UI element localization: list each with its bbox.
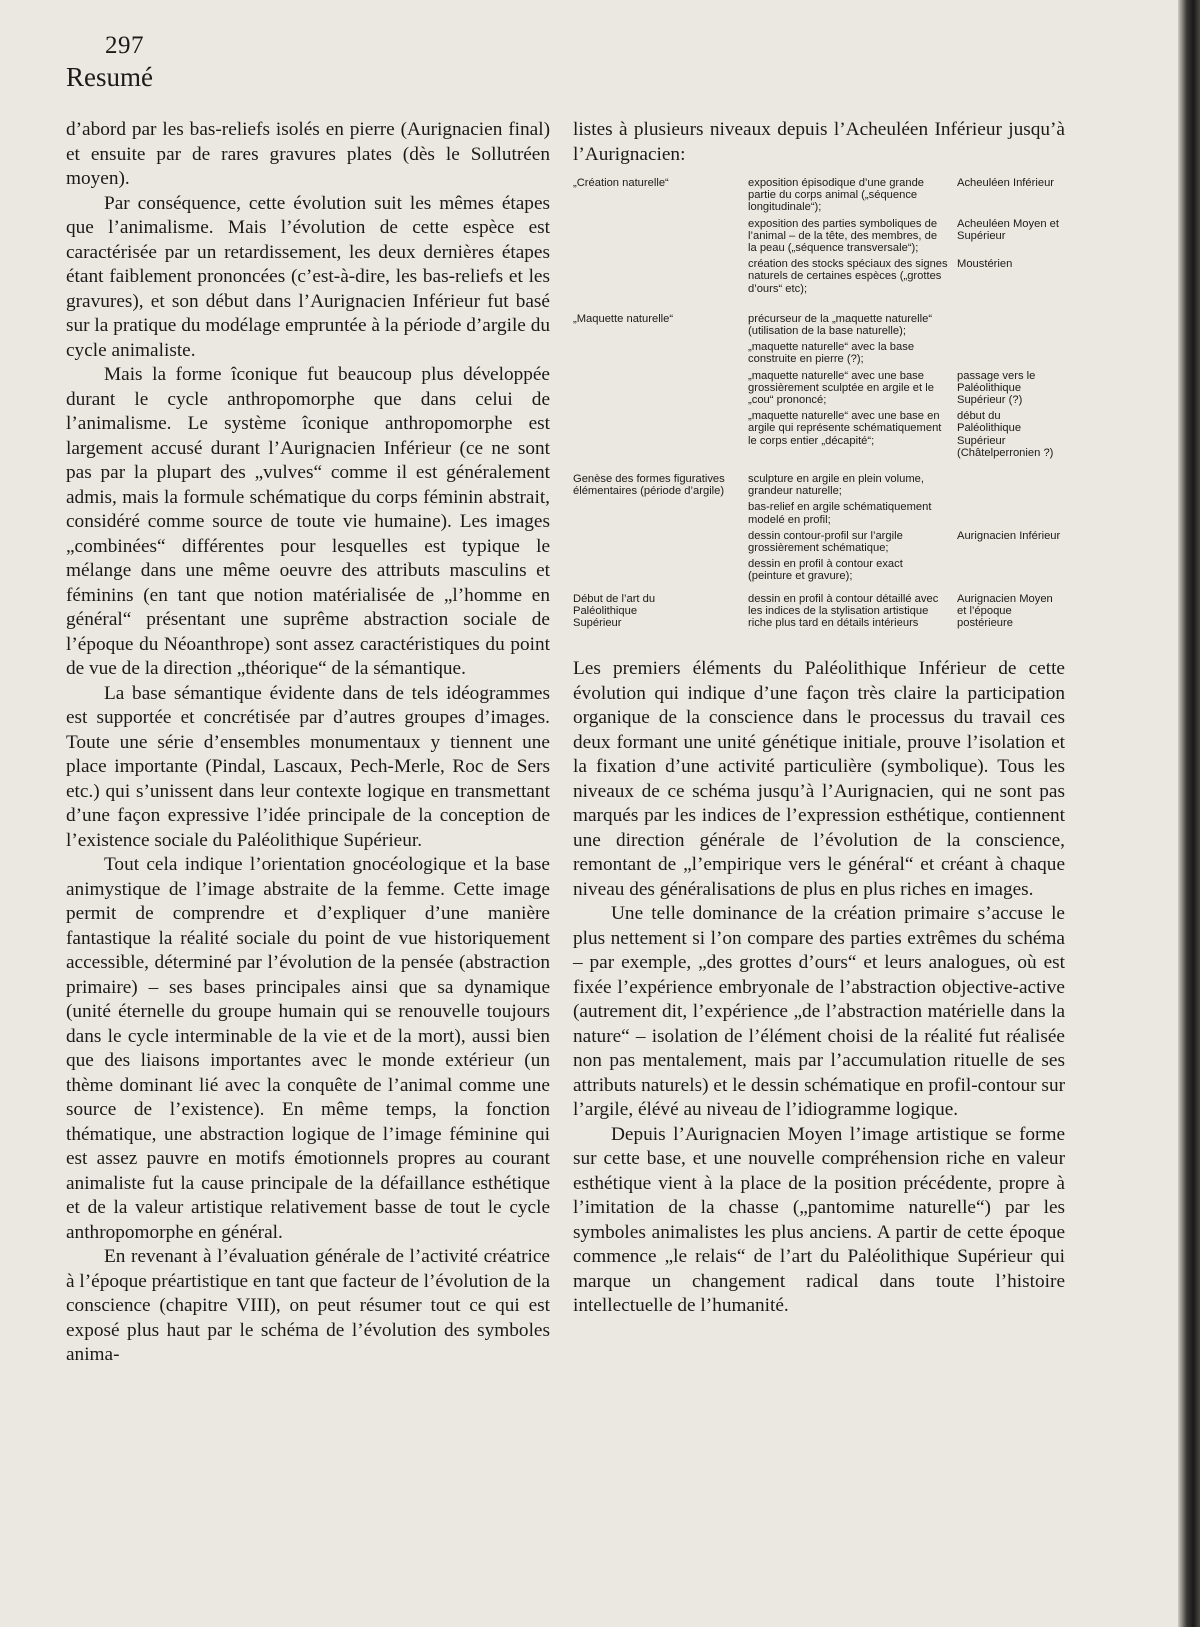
running-head: Resumé — [66, 62, 153, 92]
schema-item: sculpture en argile en plein volume, grandeur naturelle; — [748, 473, 924, 498]
schema-stage-label: „Maquette naturelle“ — [573, 312, 674, 325]
schema-period — [948, 313, 1065, 341]
paragraph: En revenant à l’évaluation générale de l’activité créatrice à l’époque préartistique en tant que facteur de l’évolution de la conscience (chapitre VIII), on peut résumer tout ce qui est exposé plus haut par le schéma de l’évolution des symboles anima- — [66, 1246, 550, 1365]
schema-item: „maquette naturelle“ avec une base grossièrement sculptée en argile et le „cou“ prononcé; — [748, 369, 934, 407]
schema-stage — [573, 313, 1065, 341]
schema-period: passage vers le Paléolithique Supérieur (?) — [957, 369, 1036, 407]
book-binding-edge — [1178, 0, 1200, 1627]
schema-stage-label: Début de l’art du Paléolithique Supérieur — [573, 592, 656, 630]
schema-item: „maquette naturelle“ avec une base en argile qui représente schématiquement le corps entier „décapité“; — [748, 410, 942, 447]
paragraph: Par conséquence, cette évolution suit les mêmes étapes que l’animalisme. Mais l’évolution de cette espèce est caractérisée par un retardissement, les deux dernières étapes étant faiblement prononcées (c’est-à-dire, les bas-reliefs et les gravures), et son début dans l’Aurignacien Inférieur fut basé sur la pratique du modélage empruntée à la période d’argile du cycle animaliste. — [66, 192, 550, 361]
schema-period — [948, 341, 1065, 369]
schema-item: dessin en profil à contour exact (peinture et gravure); — [748, 558, 903, 583]
schema-item: précurseur de la „maquette naturelle“ (utilisation de la base naturelle); — [748, 312, 933, 338]
schema-stage-label: „Création naturelle“ — [573, 177, 669, 189]
schema-stage-row — [573, 558, 1065, 586]
paragraph: Une telle dominance de la création primaire s’accuse le plus nettement si l’on compare des parties extrêmes du schéma – par exemple, „des grottes d’ours“ et leurs analogues, où est fixée l’expérience embryonale de l’abstraction objective-active (autrement dit, l’expérience „de l’abstraction matérielle dans la nature“ – isolation de l’élément choisi de la réalité fut réalisée non pas mentalement, mais par l’accumulation rituelle de ses attributs naturels) et le dessin schématique en profil-contour sur l’argile, élévé au niveau de l’idiogramme logique. — [573, 903, 1065, 1121]
schema-stage-row — [573, 341, 1065, 369]
schema-stage-row — [573, 370, 1065, 411]
schema-stage-row — [573, 410, 1065, 459]
schema-period: Aurignacien Inférieur — [957, 529, 1061, 542]
schema-stage-label: Genèse des formes figuratives élémentaires (période d’argile) — [573, 473, 725, 498]
schema-item: „maquette naturelle“ avec la base construite en pierre (?); — [748, 341, 915, 366]
schema-stage-row — [573, 218, 1065, 259]
schema-item: dessin contour-profil sur l’argile grossièrement schématique; — [748, 529, 903, 555]
schema-stage-row — [573, 530, 1065, 558]
schema-stage — [573, 593, 1065, 634]
schema-period: Moustérien — [957, 258, 1013, 271]
right-column — [573, 118, 1065, 1319]
paragraph: La base sémantique évidente dans de tels idéogrammes est supportée et concrétisée par d’autres groupes d’images. Toute une série d’ensembles monumentaux y tiennent une place importante (Pindal, Lascaux, Pech-Merle, Roc de Sers etc.) qui s’unissent dans leur contexte logique en transmettant d’une façon expressive l’idée principale de la conception de l’existence sociale du Paléolithique Supérieur. — [66, 682, 550, 851]
schema-period: Acheuléen Inférieur — [957, 177, 1055, 189]
schema-item: exposition des parties symboliques de l’animal – de la tête, des membres, de la peau („séquence transversale“); — [748, 217, 938, 255]
schema-stage — [573, 473, 1065, 530]
schema-item: dessin en profil à contour détaillé avec les indices de la stylisation artistique riche plus tard en détails intérieurs — [748, 592, 939, 630]
schema-item: bas-relief en argile schématiquement modelé en profil; — [748, 501, 932, 526]
schema-period: Aurignacien Moyen et l’époque postérieure — [957, 592, 1053, 630]
schema-stage-row — [573, 258, 1065, 299]
schema-stage — [573, 177, 1065, 218]
schema-period: début du Paléolithique Supérieur (Châtelperronien ?) — [957, 410, 1054, 459]
schema-item: création des stocks spéciaux des signes naturels de certaines espèces („grottes d’ours“ etc); — [748, 258, 948, 295]
paragraph: Depuis l’Aurignacien Moyen l’image artistique se forme sur cette base, et une nouvelle compréhension riche en valeur esthétique vient à la place de la position précédente, propre à l’imitation de la chasse („pantomime naturelle“) par les symboles animalistes les plus anciens. A partir de cette époque commence „le relais“ de l’art du Paléolithique Supérieur qui marque un changement radical dans toute l’histoire intellectuelle de l’humanité. — [573, 1123, 1065, 1317]
paragraph: Tout cela indique l’orientation gnocéologique et la base animystique de l’image abstraite de la femme. Cette image permit de comprendre et d’expliquer d’une manière fantastique la réalité sociale du point de vue historiquement accessible, déterminé par l’évolution de la pensée (abstraction primaire) – ses bases principales ainsi que sa dynamique (unité éternelle du groupe humain qui se renouvelle toujours dans le cycle interminable de la vie et de la mort), aussi bien que des liaisons importantes avec le monde extérieur (un thème dominant lié avec la conquête de l’animal comme une source de l’existence). En même temps, la fonction thématique, une abstraction logique de l’image féminine qui est assez pauvre en motifs émotionnels propres au courant animaliste fut la cause principale de la défaillance esthétique et de la valeur artistique relativement basse de tout le cycle anthropomorphe en général. — [66, 854, 550, 1243]
paragraph: Les premiers éléments du Paléolithique Inférieur de cette évolution qui indique d’une façon très claire la participation organique de la conscience dans le processus du travail ces deux formant une unité génétique initiale, prouve l’isolation et la fixation d’une activité particulière (symbolique). Tous les niveaux de ce schéma jusqu’à l’Aurignacien, qui ne sont pas marqués par les indices de l’expression esthétique, contiennent une direction générale de l’évolution de la conscience, remontant de „l’empirique vers le général“ et créant à chaque niveau des généralisations de plus en plus riches en images. — [573, 658, 1065, 900]
schema-intro: listes à plusieurs niveaux depuis l’Acheuléen Inférieur jusqu’à l’Aurignacien: — [573, 119, 1065, 165]
evolution-schema — [573, 177, 1065, 633]
page-number: 297 — [105, 32, 144, 59]
paragraph: Mais la forme îconique fut beaucoup plus déνeloppée durant le cycle anthropomorphe que dans celui de l’animalisme. Le système îconique anthropomorphe est largement accusé durant l’Aurignacien Inférieur (ce ne sont pas par la plupart des „vulves“ comme il est généralement admis, mais la formule schématique du corps féminin abstrait, considéré comme source de toute vie humaine). Les images „combinées“ différentes pour lesquelles est typique le mélange dans une même oeuvre des attributs masculins et féminins (en tant que notion matérialisée de „l’homme en général“ présentant une suprême abstraction sociale de l’époque du Néoanthrope) sont assez caractéristiques du point de vue de la direction „théorique“ de la sémantique. — [66, 364, 550, 679]
schema-item: exposition épisodique d’une grande partie du corps animal („séquence longitudinale“); — [748, 177, 925, 214]
schema-period: Acheuléen Moyen et Supérieur — [957, 217, 1059, 242]
left-column — [66, 118, 550, 1368]
paragraph: d’abord par les bas-reliefs isolés en pierre (Aurignacien final) et ensuite par de rares gravures plates (dès le Sollutréen moyen). — [66, 119, 550, 189]
